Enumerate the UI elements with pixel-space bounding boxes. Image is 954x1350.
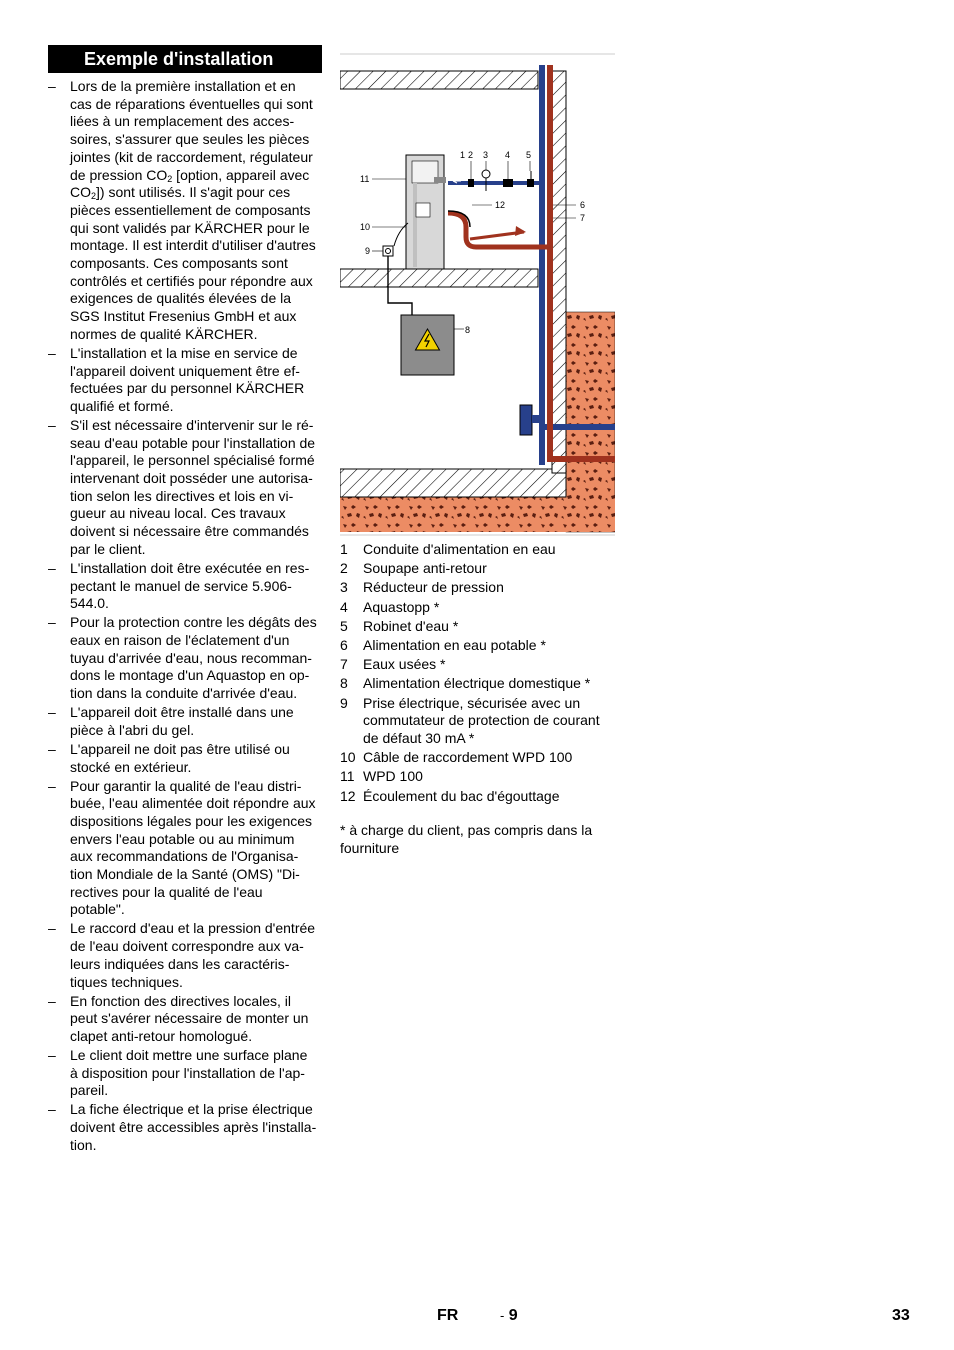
instruction-item — [48, 560, 324, 613]
legend-item — [340, 695, 620, 748]
legend-item — [340, 675, 620, 693]
instruction-item — [48, 1047, 324, 1100]
callout-label-11: 11 — [360, 174, 370, 184]
legend-label: Câble de raccordement WPD 100 — [363, 749, 573, 766]
legend-number: 5 — [340, 617, 348, 634]
legend-label: Aquastopp * — [363, 598, 440, 615]
legend-number: 9 — [340, 694, 348, 711]
legend-label: Eaux usées * — [363, 656, 446, 673]
legend-number: 10 — [340, 749, 356, 766]
callout-label-6: 6 — [580, 200, 586, 210]
instruction-text: Le client doit mettre une surface plane à disposition pour l'installation de l'ap- pareil. — [70, 1046, 308, 1099]
bullet-dash: – — [48, 920, 56, 937]
bullet-dash: – — [48, 704, 56, 721]
callout-label-4: 4 — [505, 150, 511, 160]
legend-label: Conduite d'alimentation en eau — [363, 541, 556, 557]
legend-item — [340, 656, 620, 674]
section-title: Exemple d'installation — [48, 45, 322, 73]
legend-item — [340, 541, 620, 559]
footer-page-local — [500, 1307, 518, 1325]
instruction-item — [48, 1101, 324, 1154]
callout-label-10: 10 — [360, 222, 371, 232]
figure-legend — [340, 541, 620, 858]
callout-label-5: 5 — [526, 150, 532, 160]
legend-item — [340, 599, 620, 617]
bullet-dash: – — [48, 416, 56, 433]
instruction-text: L'appareil doit être installé dans une pièce à l'abri du gel. — [70, 704, 294, 738]
legend-label: Alimentation en eau potable * — [363, 637, 546, 654]
legend-label: Alimentation électrique domestique * — [363, 675, 591, 692]
installation-diagram-svg — [340, 53, 615, 536]
instruction-text: En fonction des directives locales, il peut s'avérer nécessaire de monter un clapet anti-retour homologué. — [70, 992, 309, 1044]
bullet-dash: – — [48, 559, 56, 576]
instruction-text: L'appareil ne doit pas être utilisé ou stocké en extérieur. — [70, 740, 290, 775]
footer-separator: - — [500, 1308, 505, 1323]
legend-number: 1 — [340, 541, 348, 557]
legend-label: Réducteur de pression — [363, 579, 504, 596]
electrical-box — [401, 315, 454, 375]
instruction-item — [48, 993, 324, 1046]
callout-label-1: 1 — [460, 150, 466, 160]
bullet-dash: – — [48, 1101, 56, 1118]
footer-language: FR — [437, 1307, 459, 1324]
instruction-text: L'installation doit être exécutée en res- pectant le manuel de service 5.906- 544.0. — [70, 559, 310, 612]
callout-label-8: 8 — [465, 325, 471, 335]
legend-label: WPD 100 — [363, 768, 423, 785]
instruction-text: Pour garantir la qualité de l'eau distri- buée, l'eau alimentée doit répondre aux dispositions légales pour les exigences envers l'eau potable ou au minimum aux recommandations de l'Organisa- tion Mondiale de la Santé (OMS) "Di- rectives pour la qualité de l'eau potable". — [70, 777, 316, 918]
bullet-dash: – — [48, 992, 56, 1009]
instruction-item — [48, 614, 324, 703]
legend-item — [340, 579, 620, 597]
legend-number: 3 — [340, 579, 348, 596]
instruction-item — [48, 704, 324, 739]
bullet-dash: – — [48, 1046, 56, 1063]
instruction-text: L'installation et la mise en service de l'appareil doivent uniquement être ef- fectuées par du personnel KÄRCHER qualifié et formé. — [70, 344, 305, 414]
legend-item — [340, 768, 620, 786]
legend-number: 6 — [340, 637, 348, 654]
instruction-text: Lors de la première installation et en cas de réparations éventuelles qui sont liées à un remplacement des acces- soires, s'assurer que seules les pièces jointes (kit de raccordement, régulateur de pression $CO_2$ [option, appareil avec $CO_2$]) sont utilisés. Il s'agit pour ces pièces essentiellement de composants qui sont validés par KÄRCHER pour le montage. Il est interdit d'utiliser d'autres composants. Ces composants sont contrôlés et certifiés pour répondre aux exigences de qualités élevées de la SGS Institut Fresenius GmbH et aux normes de qualité KÄRCHER. — [70, 78, 316, 342]
legend-label: Soupape anti-retour — [363, 560, 487, 577]
bullet-dash: – — [48, 78, 56, 94]
legend-item — [340, 788, 620, 806]
legend-label: Robinet d'eau * — [363, 617, 459, 634]
instruction-text: Le raccord d'eau et la pression d'entrée de l'eau doivent correspondre aux va- leurs indiquées dans les caractéris- tiques techniques. — [70, 920, 316, 990]
bullet-dash: – — [48, 740, 56, 757]
instruction-item — [48, 920, 324, 991]
legend-item — [340, 618, 620, 636]
legend-item — [340, 560, 620, 578]
callout-label-9: 9 — [365, 246, 371, 256]
instruction-item — [48, 417, 324, 559]
legend-note: * à charge du client, pas compris dans la fourniture — [340, 822, 593, 857]
legend-items — [340, 541, 620, 805]
instruction-text: La fiche électrique et la prise électrique doivent être accessibles après l'installa- tion. — [70, 1101, 317, 1153]
footer-page-number: 9 — [508, 1307, 518, 1324]
bullet-dash: – — [48, 777, 56, 794]
instructions-column — [48, 78, 324, 1156]
legend-number: 7 — [340, 656, 348, 673]
instruction-item — [48, 741, 324, 776]
inline-fittings — [453, 170, 534, 191]
instruction-item — [48, 778, 324, 920]
legend-number: 8 — [340, 675, 348, 692]
bullet-dash: – — [48, 344, 56, 361]
callout-label-3: 3 — [483, 150, 489, 160]
instruction-item — [48, 78, 324, 344]
legend-item — [340, 637, 620, 655]
legend-number: 4 — [340, 598, 348, 615]
footer-page-total: 33 — [892, 1307, 910, 1324]
installation-diagram — [340, 53, 615, 536]
bullet-dash: – — [48, 614, 56, 631]
instructions-list — [48, 78, 324, 1154]
callout-label-12: 12 — [495, 200, 506, 210]
callout-label-7: 7 — [580, 213, 586, 223]
wpd100-appliance — [406, 155, 446, 269]
legend-number: 12 — [340, 787, 356, 804]
legend-number: 11 — [340, 768, 355, 785]
instruction-text: S'il est nécessaire d'intervenir sur le ré- seau d'eau potable pour l'installation de l'appareil, le personnel spécialisé formé intervenant doit posséder une autorisa- tion selon les directives et lois en vi- gueur au niveau local. Ces travaux doivent si nécessaire être commandés par le client. — [70, 416, 316, 557]
instruction-item — [48, 345, 324, 416]
legend-number: 2 — [340, 560, 348, 577]
instruction-text: Pour la protection contre les dégâts des eaux en raison de l'éclatement d'un tuyau d'arrivée d'eau, nous recomman- dons le montage d'un Aquastop en op- tion dans la conduite d'arrivée d'eau. — [70, 614, 317, 702]
soil — [340, 312, 615, 532]
legend-label: Écoulement du bac d'égouttage — [363, 787, 560, 804]
legend-item — [340, 749, 620, 767]
callout-label-2: 2 — [468, 150, 474, 160]
legend-label: Prise électrique, sécurisée avec un commutateur de protection de courant de défaut 30 mA * — [363, 694, 600, 747]
